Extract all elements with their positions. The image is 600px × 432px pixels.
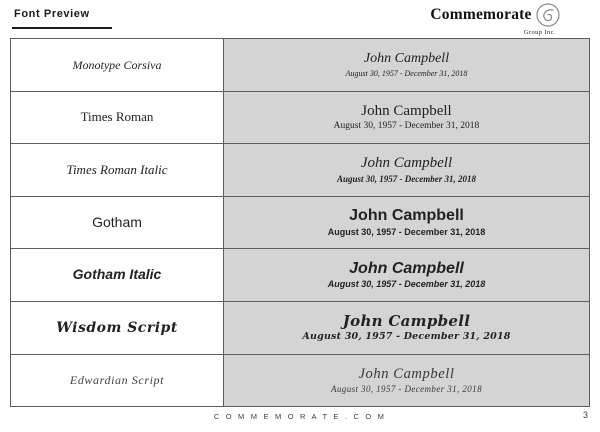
- font-name-cell: [11, 301, 224, 354]
- table-row: [11, 249, 590, 302]
- table-row: [11, 354, 590, 407]
- font-label: Times Roman: [80, 109, 154, 125]
- font-name-cell: [11, 354, 224, 407]
- font-label: Wisdom Script: [56, 319, 178, 336]
- sample-name: John Campbell: [349, 260, 464, 278]
- sample-dates: August 30, 1957 - December 31, 2018: [345, 68, 468, 78]
- footer-site-text: C O M M E M O R A T E . C O M: [213, 412, 387, 421]
- sample-dates: August 30, 1957 - December 31, 2018: [327, 279, 486, 290]
- font-preview-table: [10, 38, 590, 407]
- table-row: [11, 144, 590, 197]
- font-name-cell: [11, 196, 224, 249]
- font-sample-cell: [224, 39, 590, 92]
- font-sample-cell: [224, 249, 590, 302]
- font-label: Times Roman Italic: [66, 161, 168, 177]
- sample-dates: August 30, 1957 - December 31, 2018: [302, 331, 511, 343]
- page-title: Font Preview: [14, 8, 90, 20]
- sample-name: John Campbell: [342, 311, 471, 330]
- page-number: 3: [582, 410, 588, 420]
- swirl-logo-icon: [536, 3, 560, 27]
- page-footer: [0, 406, 600, 432]
- table-row: [11, 91, 590, 144]
- sample-name: John Campbell: [358, 366, 455, 383]
- brand-row: [400, 3, 590, 27]
- font-label: Edwardian Script: [69, 373, 165, 388]
- sample-name: John Campbell: [349, 207, 464, 225]
- font-sample-cell: [224, 196, 590, 249]
- brand-subtitle: Group Inc.: [523, 29, 556, 36]
- font-sample-cell: [224, 354, 590, 407]
- font-name-cell: [11, 249, 224, 302]
- font-sample-cell: [224, 91, 590, 144]
- sample-dates: August 30, 1957 - December 31, 2018: [333, 120, 480, 131]
- font-name-cell: [11, 144, 224, 197]
- font-name-cell: [11, 39, 224, 92]
- page-header: [0, 0, 600, 36]
- sample-name: John Campbell: [361, 102, 452, 119]
- table-row: [11, 301, 590, 354]
- sample-dates: August 30, 1957 - December 31, 2018: [331, 383, 482, 394]
- table-row: [11, 39, 590, 92]
- font-label: Gotham Italic: [72, 266, 162, 283]
- brand-name: Commemorate: [430, 6, 532, 24]
- font-label: Gotham: [92, 213, 142, 230]
- font-sample-cell: [224, 301, 590, 354]
- sample-name: John Campbell: [360, 155, 453, 172]
- sample-dates: August 30, 1957 - December 31, 2018: [337, 173, 476, 184]
- font-sample-cell: [224, 144, 590, 197]
- sample-name: John Campbell: [363, 51, 450, 67]
- table-row: [11, 196, 590, 249]
- font-name-cell: [11, 91, 224, 144]
- font-label: Monotype Corsiva: [72, 57, 162, 72]
- sample-dates: August 30, 1957 - December 31, 2018: [327, 226, 486, 237]
- title-underline: [12, 27, 112, 29]
